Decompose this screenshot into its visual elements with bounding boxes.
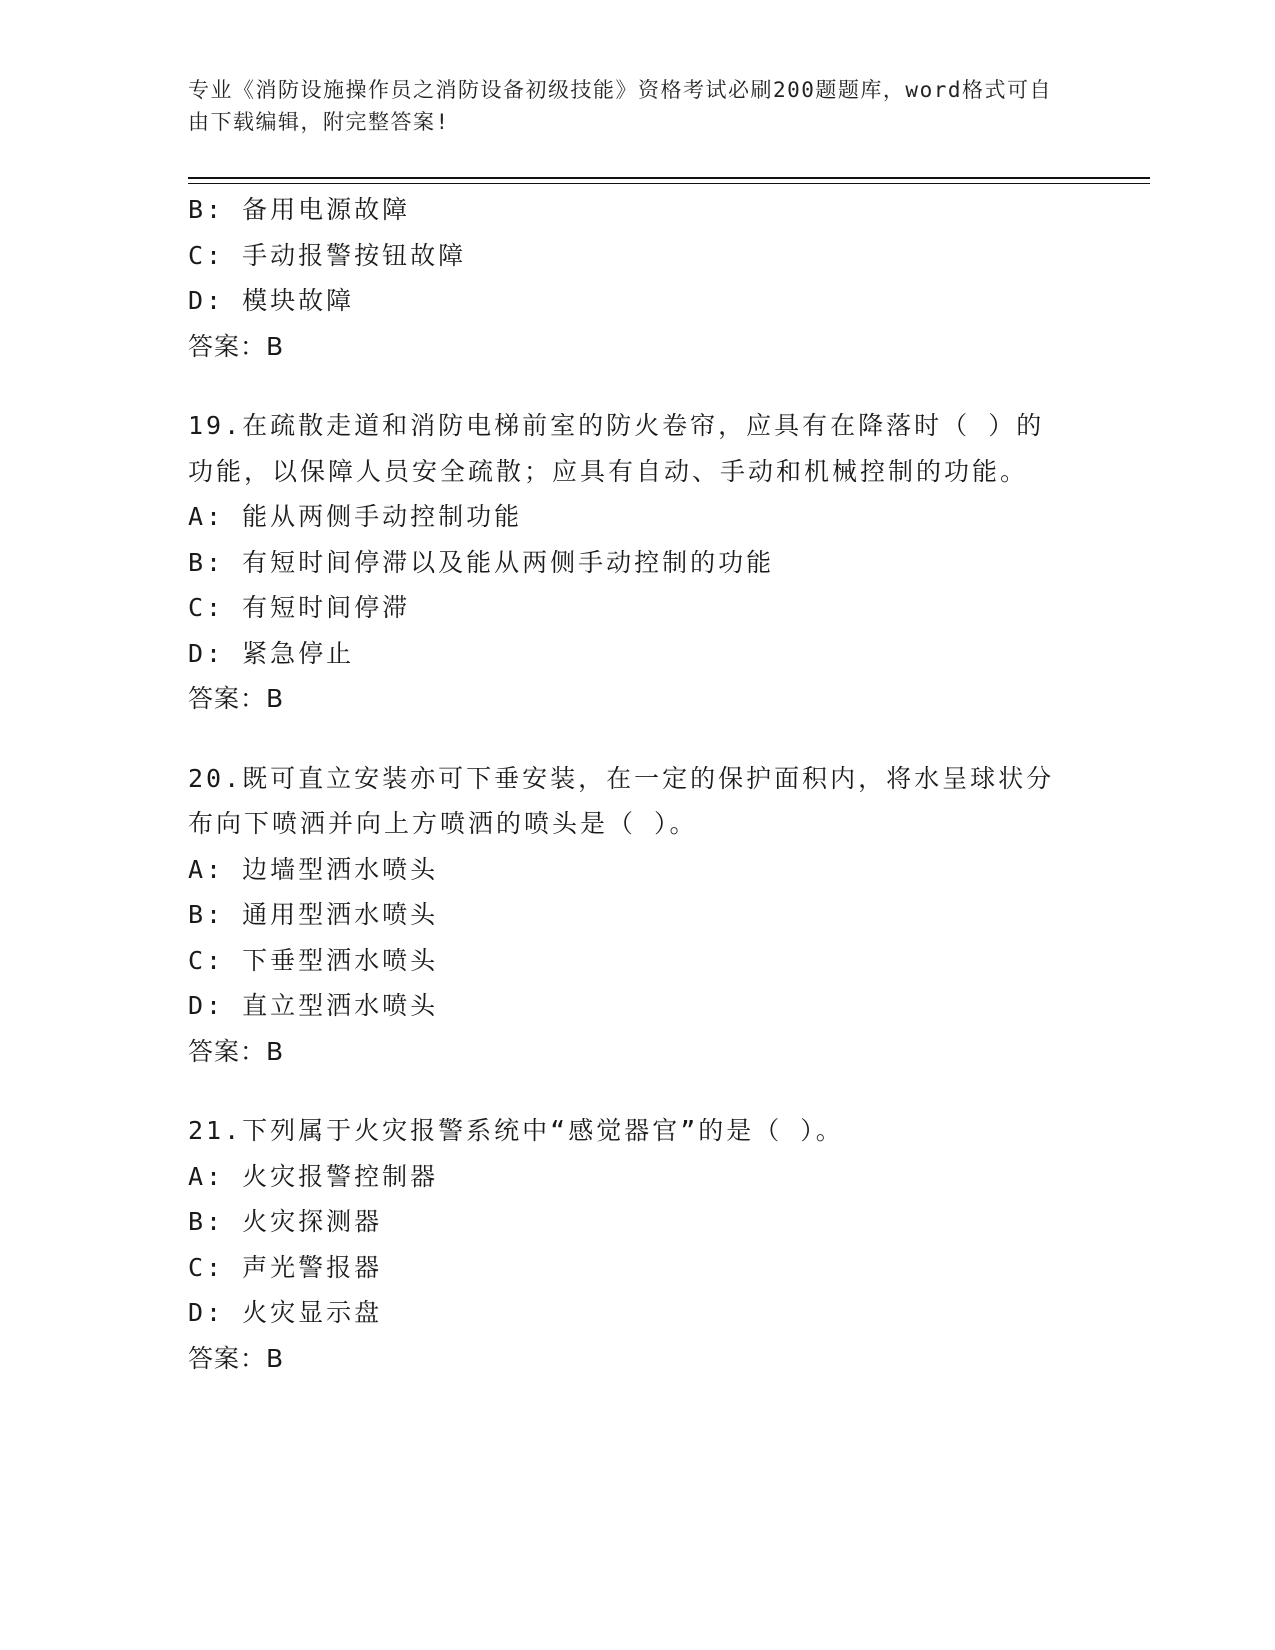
question-list [188, 187, 1088, 1381]
answer-line: 答案：B [188, 1343, 285, 1373]
question-stem-line-1: 20.既可直立安装亦可下垂安装，在一定的保护面积内，将水呈球状分 [188, 763, 1055, 793]
option-c: C: 手动报警按钮故障 [188, 240, 467, 270]
option-b: B: 备用电源故障 [188, 195, 411, 224]
option-d: D: 紧急停止 [188, 638, 355, 668]
option-b: B: 有短时间停滞以及能从两侧手动控制的功能 [188, 547, 775, 577]
question-stem-line-1: 19.在疏散走道和消防电梯前室的防火卷帘，应具有在降落时（ ）的 [188, 411, 1045, 440]
question-19 [188, 403, 1088, 722]
question-stem-line-2: 布向下喷洒并向上方喷洒的喷头是（ ）。 [188, 809, 698, 838]
option-c: C: 有短时间停滞 [188, 593, 411, 622]
header-rule-thick [188, 177, 1150, 179]
option-a: A: 能从两侧手动控制功能 [188, 502, 523, 531]
option-c: C: 声光警报器 [188, 1252, 383, 1282]
document-header: 专业《消防设施操作员之消防设备初级技能》资格考试必刷200题题库，word格式可自由下载编辑，附完整答案! [188, 78, 1052, 134]
option-a: A: 边墙型洒水喷头 [188, 854, 439, 884]
option-d: D: 直立型洒水喷头 [188, 991, 439, 1020]
question-18-continued [188, 187, 1088, 369]
question-stem-line-1: 21.下列属于火灾报警系统中“感觉器官”的是（ ）。 [188, 1116, 844, 1145]
option-a: A: 火灾报警控制器 [188, 1161, 439, 1191]
question-21 [188, 1108, 1088, 1381]
question-20 [188, 756, 1088, 1075]
option-d: D: 火灾显示盘 [188, 1298, 383, 1327]
option-b: B: 通用型洒水喷头 [188, 900, 439, 929]
option-c: C: 下垂型洒水喷头 [188, 945, 439, 975]
header-rule-thin [188, 183, 1150, 184]
option-b: B: 火灾探测器 [188, 1207, 383, 1236]
answer-line: 答案：B [188, 1036, 285, 1066]
option-d: D: 模块故障 [188, 286, 355, 315]
answer-line: 答案：B [188, 331, 285, 361]
answer-line: 答案：B [188, 684, 285, 713]
question-stem-line-2: 功能，以保障人员安全疏散；应具有自动、手动和机械控制的功能。 [188, 456, 1029, 486]
